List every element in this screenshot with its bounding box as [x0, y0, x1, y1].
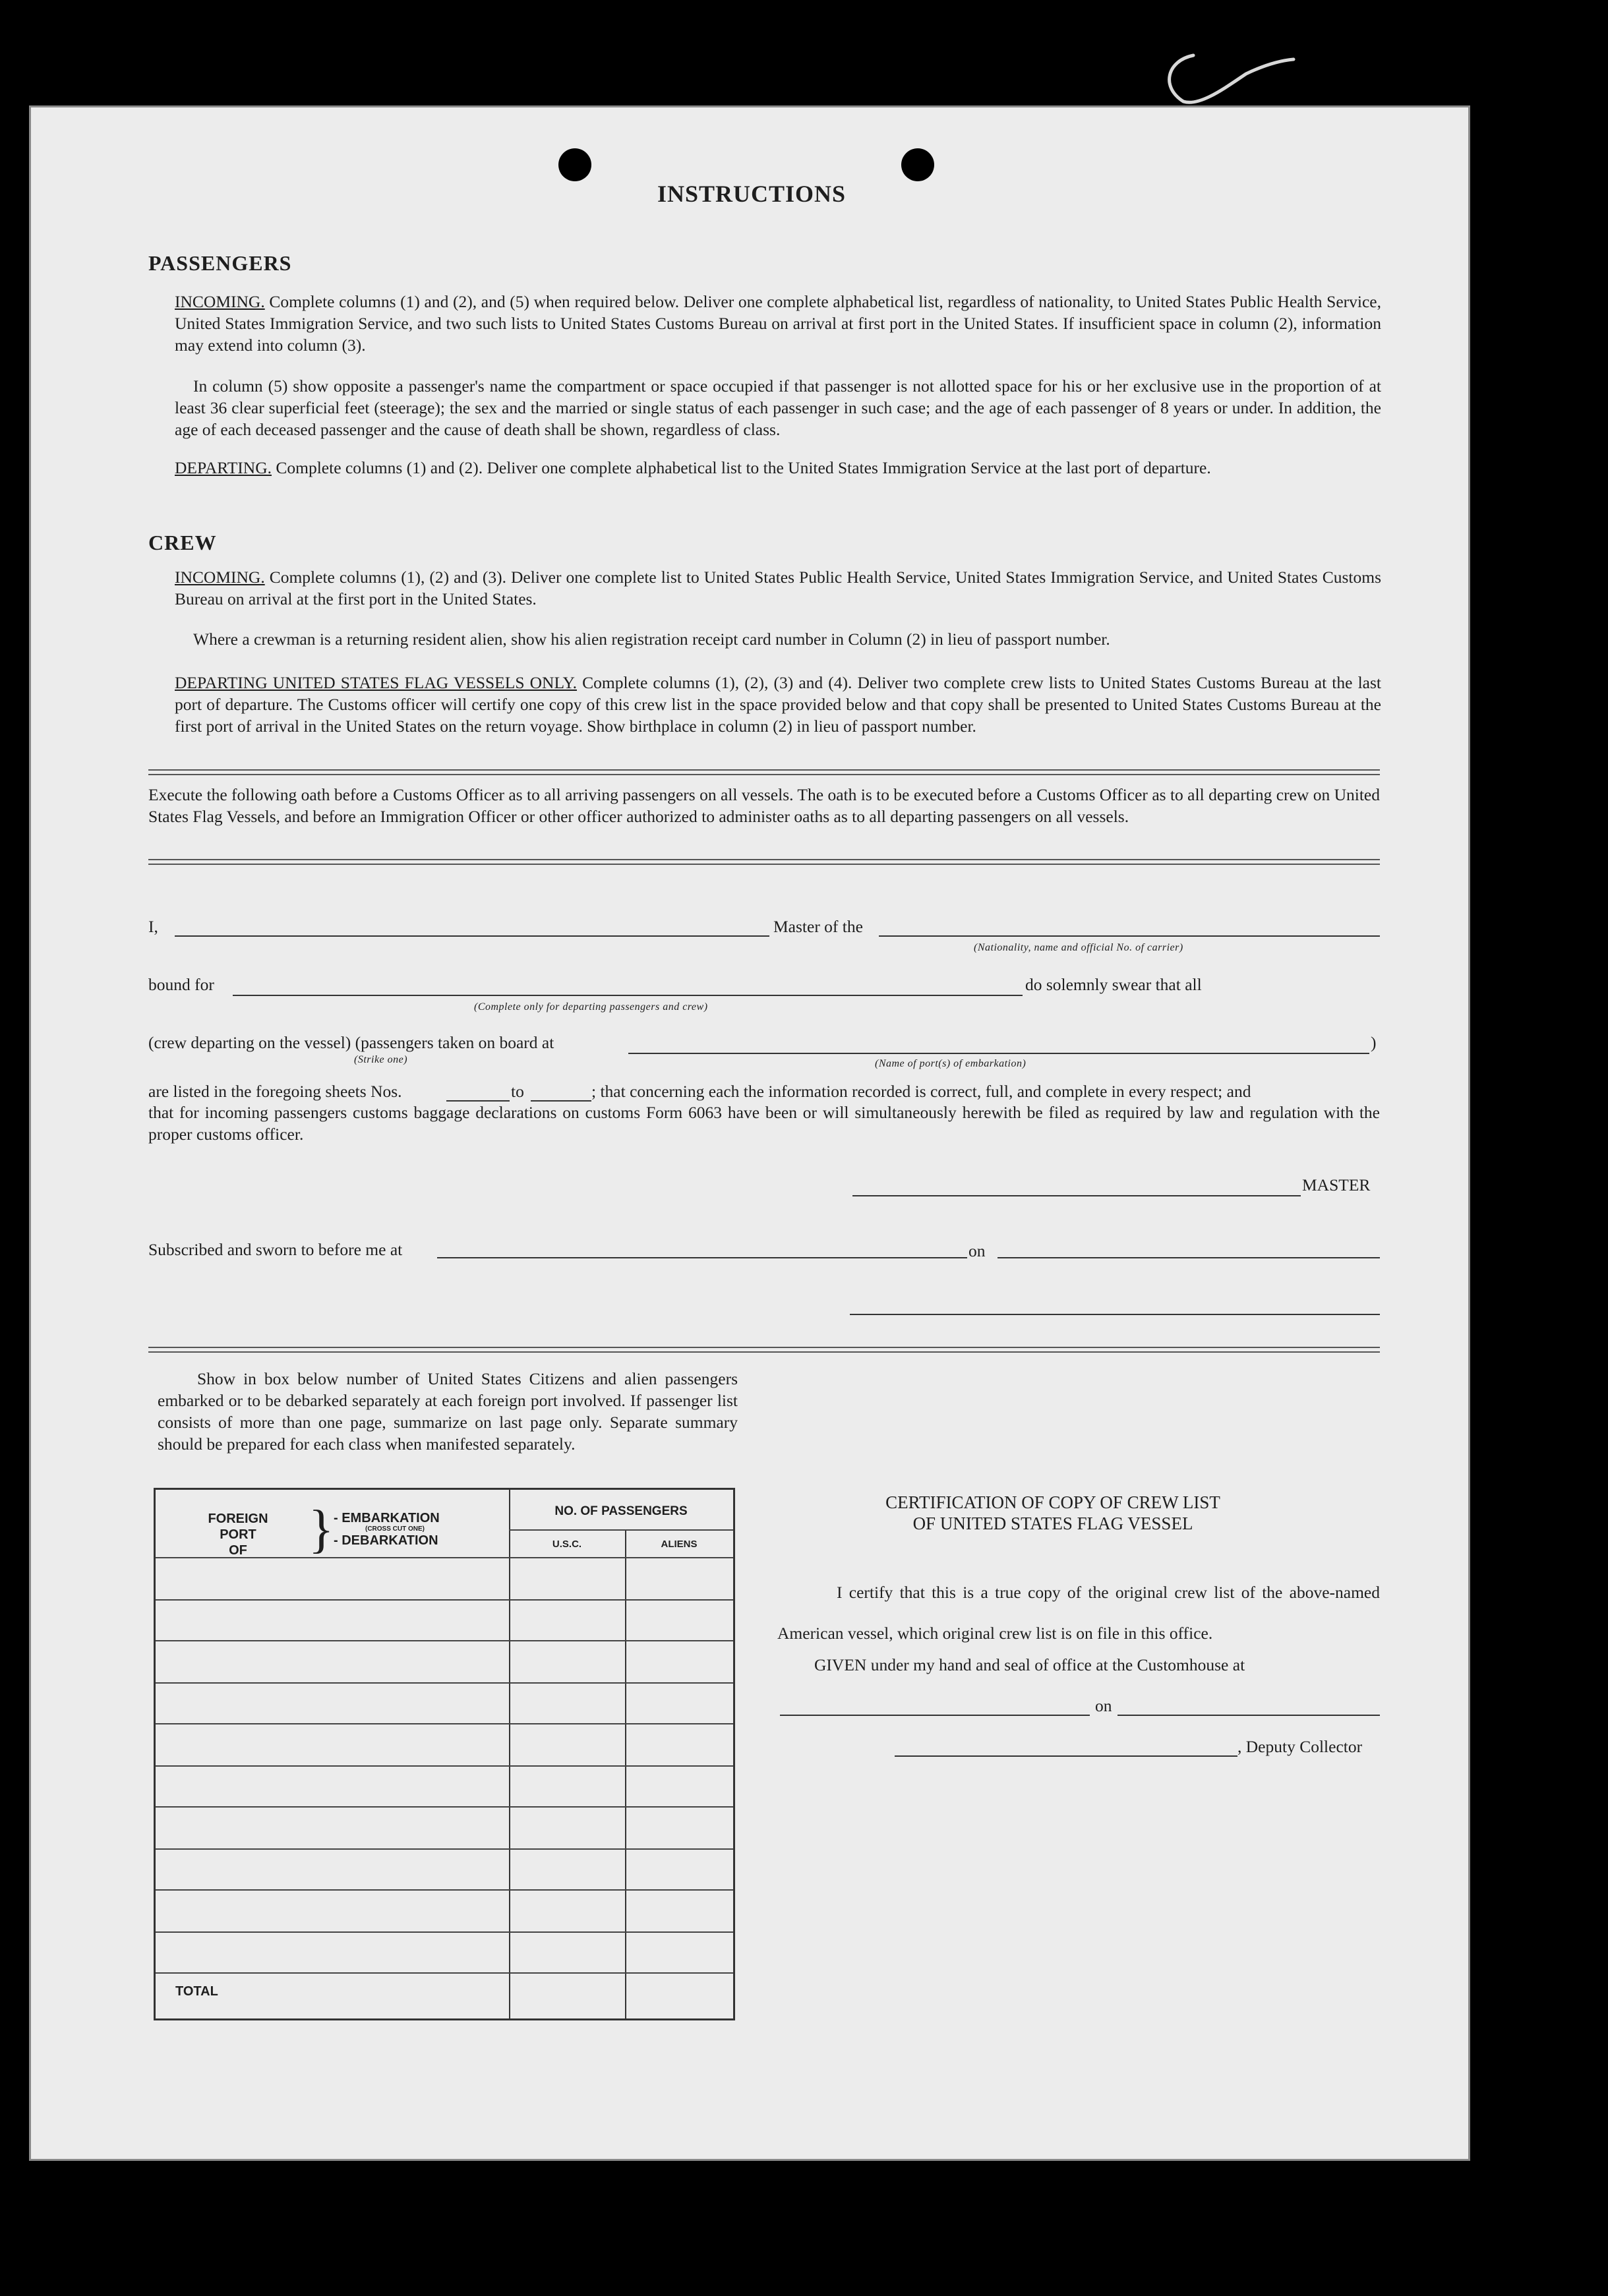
- cross-cut-label: (CROSS CUT ONE): [365, 1525, 425, 1533]
- master-label: MASTER: [1302, 1175, 1371, 1194]
- certification-title-line-1: CERTIFICATION OF COPY OF CREW LIST: [885, 1492, 1220, 1512]
- oath-to-word: to: [511, 1082, 524, 1101]
- nationality-caption: (Nationality, name and official No. of carrier): [974, 942, 1183, 953]
- complete-only-caption: (Complete only for departing passengers and crew): [474, 1001, 708, 1013]
- total-label: TOTAL: [175, 1984, 218, 1999]
- crew-incoming-text: Complete columns (1), (2) and (3). Deliver one complete list to United States Public Health Service, United States Immigration Service, and United States Customs Bureau on arrival at the first port in the United States.: [175, 568, 1381, 608]
- divider-3: [148, 1347, 1380, 1353]
- table-row: [156, 1723, 733, 1724]
- table-row: [156, 1640, 733, 1641]
- oath-listed-prefix: are listed in the foregoing sheets Nos.: [148, 1082, 402, 1101]
- oath-bound-for-label: bound for: [148, 975, 214, 994]
- no-passengers-header: NO. OF PASSENGERS: [554, 1504, 688, 1518]
- oath-listed-continued: that for incoming passengers customs baggage declarations on customs Form 6063 have been or will simultaneously herewith be filed as required by law and regulation with the proper customs officer.: [148, 1103, 1380, 1144]
- sworn-at-field[interactable]: [437, 1257, 967, 1258]
- oath-listed-suffix: ; that concerning each the information recorded is correct, full, and complete in every respect; and: [591, 1082, 1251, 1101]
- crew-departing-label: DEPARTING UNITED STATES FLAG VESSELS ONLY.: [175, 673, 578, 692]
- aliens-header: ALIENS: [661, 1539, 698, 1550]
- customhouse-field[interactable]: [780, 1715, 1090, 1716]
- page-title: INSTRUCTIONS: [657, 181, 847, 207]
- crew-incoming-label: INCOMING.: [175, 568, 265, 587]
- table-row: [156, 1557, 733, 1558]
- foreign-label: FOREIGN: [208, 1512, 268, 1526]
- oath-swear-text: do solemnly swear that all: [1025, 975, 1202, 994]
- passengers-incoming-paragraph: [175, 291, 1381, 356]
- passengers-incoming-label: INCOMING.: [175, 292, 265, 311]
- embarkation-header: [334, 1511, 440, 1548]
- certification-title: [783, 1492, 1323, 1534]
- passengers-departing-text: Complete columns (1) and (2). Deliver one complete alphabetical list to the United States Immigration Service at the last port of departure.: [272, 458, 1211, 477]
- subscribed-label: Subscribed and sworn to before me at: [148, 1240, 403, 1259]
- summary-table: [154, 1488, 735, 2020]
- crew-heading: CREW: [148, 531, 217, 554]
- officer-signature-field[interactable]: [850, 1314, 1380, 1315]
- strike-one-caption: (Strike one): [354, 1054, 408, 1065]
- table-row: [156, 1848, 733, 1850]
- certification-date-field[interactable]: [1117, 1715, 1380, 1716]
- certify-paragraph: I certify that this is a true copy of the original crew list of the above-named American vessel, which original crew list is on file in this office.: [777, 1583, 1380, 1643]
- oath-i-label: I,: [148, 917, 158, 936]
- subscribed-on-word: on: [968, 1241, 986, 1260]
- divider-2: [148, 859, 1380, 865]
- passengers-departing-label: DEPARTING.: [175, 458, 272, 477]
- embarkation-ports-field[interactable]: [628, 1053, 1369, 1054]
- table-col-divider-1: [509, 1490, 510, 2018]
- divider-1: [148, 769, 1380, 775]
- oath-crew-departing-text: (crew departing on the vessel) (passengers taken on board at: [148, 1033, 554, 1052]
- passengers-heading: PASSENGERS: [148, 251, 292, 275]
- passengers-departing-paragraph: [175, 457, 1381, 479]
- table-subheader-line: [509, 1529, 733, 1531]
- master-name-field[interactable]: [175, 935, 769, 937]
- form-sheet: [29, 105, 1470, 2161]
- debarkation-label: - DEBARKATION: [334, 1533, 438, 1548]
- oath-intro-paragraph: Execute the following oath before a Customs Officer as to all arriving passengers on all vessels. The oath is to be executed before a Customs Officer as to all departing crew on United States Flag Vessels, and before an Immigration Officer or other officer authorized to administer oaths as to all departing passengers on all vessels.: [148, 785, 1380, 826]
- passengers-incoming-text: Complete columns (1) and (2), and (5) when required below. Deliver one complete alphabetical list, regardless of nationality, to United States Public Health Service, United States Immigration Service, and two such lists to United States Customs Bureau on arrival at first port in the United States. If insufficient space in column (2), information may extend into column (3).: [175, 292, 1381, 355]
- bound-for-field[interactable]: [233, 995, 1023, 996]
- table-row: [156, 1765, 733, 1767]
- sworn-date-field[interactable]: [998, 1257, 1380, 1258]
- table-row: [156, 1889, 733, 1891]
- master-signature-field[interactable]: [852, 1195, 1301, 1196]
- crew-resident-paragraph: Where a crewman is a returning resident alien, show his alien registration receipt card number in Column (2) in lieu of passport number.: [193, 630, 1110, 649]
- table-row: [156, 1806, 733, 1808]
- certification-title-line-2: OF UNITED STATES FLAG VESSEL: [912, 1514, 1193, 1533]
- ports-caption: (Name of port(s) of embarkation): [875, 1058, 1027, 1069]
- oath-close-paren: ): [1371, 1033, 1377, 1052]
- table-row: [156, 1972, 733, 1974]
- certification-on-word: on: [1095, 1696, 1112, 1715]
- oath-master-of-label: Master of the: [773, 917, 863, 936]
- foreign-port-header: [182, 1511, 294, 1558]
- crew-incoming-paragraph: [175, 566, 1381, 610]
- usc-header: U.S.C.: [552, 1539, 582, 1550]
- crew-departing-text: Complete columns (1), (2), (3) and (4). Deliver two complete crew lists to United States Customs Bureau at the last port of departure. The Customs officer will certify one copy of this crew list in the space provided below and that copy shall be presented to United States Customs Bureau at the first port of arrival in the United States on the return voyage. Show birthplace in column (2) in lieu of passport number.: [175, 673, 1381, 736]
- handwritten-check-mark: [1147, 41, 1299, 113]
- passengers-column5-paragraph: In column (5) show opposite a passenger's name the compartment or space occupied if that passenger is not allotted space for his or her exclusive use in the proportion of at least 36 clear superficial feet (steerage); the sex and the married or single status of each passenger in such case; and the age of each passenger of 8 years or under. In addition, the age of each deceased passenger and the cause of death shall be shown, regardless of class.: [175, 376, 1381, 439]
- punch-hole-right: [901, 148, 934, 181]
- crew-departing-paragraph: [175, 672, 1381, 737]
- punch-hole-left: [558, 148, 591, 181]
- table-col-divider-2: [625, 1529, 626, 2018]
- deputy-collector-signature-field[interactable]: [895, 1755, 1237, 1757]
- embarkation-label: - EMBARKATION: [334, 1511, 440, 1525]
- deputy-collector-label: , Deputy Collector: [1237, 1737, 1363, 1756]
- port-label: PORT: [220, 1527, 256, 1542]
- given-paragraph: GIVEN under my hand and seal of office at the Customhouse at: [814, 1655, 1245, 1674]
- summary-instructions: Show in box below number of United States Citizens and alien passengers embarked or to be debarked separately at each foreign port involved. If passenger list consists of more than one page, summarize on last page only. Separate summary should be prepared for each class when manifested separately.: [158, 1369, 738, 1454]
- table-row: [156, 1931, 733, 1933]
- brace-icon: }: [309, 1500, 334, 1558]
- table-row: [156, 1599, 733, 1601]
- table-row: [156, 1682, 733, 1684]
- carrier-field[interactable]: [879, 935, 1380, 937]
- of-label: OF: [229, 1543, 247, 1558]
